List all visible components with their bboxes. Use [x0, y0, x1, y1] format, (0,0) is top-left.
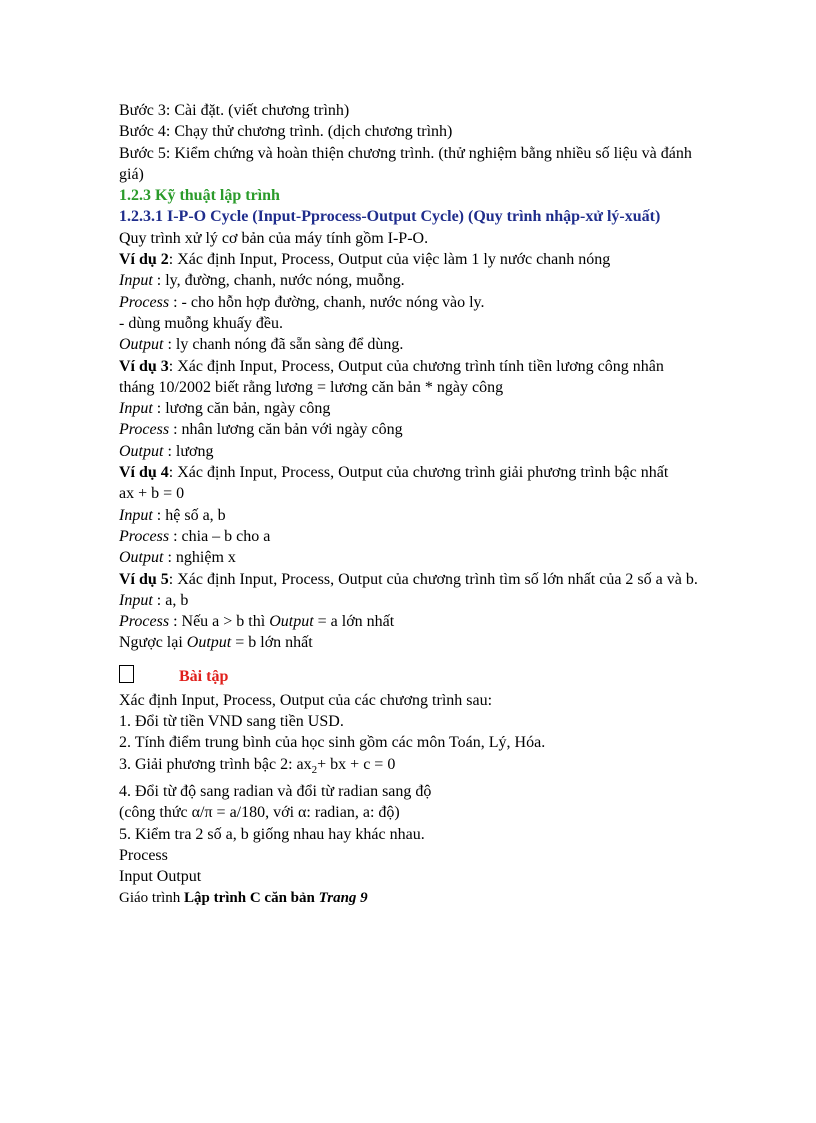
- example-4-input-value: hệ số a, b: [165, 506, 226, 524]
- example-2-process: Process : - cho hỗn hợp đường, chanh, nước nóng vào ly.: [119, 293, 485, 311]
- example-2-process-value: - cho hỗn hợp đường, chanh, nước nóng vào ly.: [181, 293, 485, 311]
- example-2-output-value: ly chanh nóng đã sẵn sàng để dùng.: [175, 336, 404, 354]
- exercise-item-4: 4. Đổi từ độ sang radian và đổi từ radian sang độ: [119, 783, 432, 801]
- example-3-input-value: lương căn bản, ngày công: [165, 400, 331, 418]
- example-2-text: : Xác định Input, Process, Output của việc làm 1 ly nước chanh nóng: [168, 251, 611, 269]
- output-label: Output: [269, 613, 314, 631]
- example-5-title: Ví dụ 5: [119, 570, 169, 588]
- process-label: Process: [119, 613, 170, 631]
- example-2-output: Output : ly chanh nóng đã sẵn sàng để dùng.: [119, 336, 404, 354]
- intro-text: Quy trình xử lý cơ bản của máy tính gồm I-P-O.: [119, 229, 429, 247]
- example-3-output: Output : lương: [119, 442, 214, 460]
- footer-book-title: Lập trình C căn bản: [184, 889, 315, 906]
- example-4-output-value: nghiệm x: [175, 549, 236, 567]
- example-2: [119, 249, 699, 270]
- example-2-process-2: - dùng muỗng khuấy đều.: [119, 314, 283, 332]
- footer-prefix: Giáo trình: [119, 889, 184, 906]
- input-label: Input: [119, 591, 153, 609]
- example-2-input: Input : ly, đường, chanh, nước nóng, muỗng.: [119, 272, 405, 290]
- example-3-process-value: nhân lương căn bản với ngày công: [181, 421, 403, 439]
- example-3-process: Process : nhân lương căn bản với ngày công: [119, 421, 403, 439]
- step-5: Bước 5: Kiểm chứng và hoàn thiện chương trình. (thử nghiệm bằng nhiều số liệu và đánh giá): [119, 144, 692, 183]
- footer-page-number: Trang 9: [318, 889, 368, 906]
- example-5-input-value: a, b: [165, 591, 189, 609]
- square-box-icon: [119, 665, 134, 683]
- example-2-title: Ví dụ 2: [119, 251, 169, 269]
- step-3: Bước 3: Cài đặt. (viết chương trình): [119, 102, 350, 119]
- process-label: Process: [119, 293, 170, 311]
- example-3-text: : Xác định Input, Process, Output của chương trình tính tiền lương công nhân: [168, 357, 664, 375]
- document-page: [119, 100, 699, 909]
- input-label: Input: [119, 272, 153, 290]
- output-label: Output: [186, 634, 232, 652]
- example-3-text-2: tháng 10/2002 biết rằng lương = lương căn bản * ngày công: [119, 378, 504, 396]
- output-label: Output: [119, 442, 164, 460]
- exercise-item-5: 5. Kiểm tra 2 số a, b giống nhau hay khác nhau.: [119, 825, 425, 843]
- exercise-item-1: 1. Đổi từ tiền VND sang tiền USD.: [119, 713, 344, 731]
- input-label: Input: [119, 400, 153, 418]
- page-footer: [119, 888, 699, 909]
- input-label: Input: [119, 506, 153, 524]
- exercise-intro: Xác định Input, Process, Output của các chương trình sau:: [119, 691, 493, 709]
- example-5-process: Process : Nếu a > b thì Output = a lớn nhất: [119, 613, 395, 631]
- process-label: Process: [119, 421, 170, 439]
- exercise-item-4-formula: (công thức α/π = a/180, với α: radian, a: độ): [119, 804, 400, 822]
- example-5-else: Ngược lại Output = b lớn nhất: [119, 634, 313, 652]
- output-label: Output: [119, 336, 164, 354]
- exercise-heading: [119, 664, 699, 690]
- stray-process-text: Process: [119, 846, 168, 864]
- example-4-process: Process : chia – b cho a: [119, 527, 271, 545]
- section-heading-1-2-3-1: 1.2.3.1 I-P-O Cycle (Input-Pprocess-Output Cycle) (Quy trình nhập-xử lý-xuất): [119, 208, 661, 226]
- stray-input-output-text: Input Output: [119, 868, 202, 886]
- example-4: [119, 462, 699, 483]
- example-3-input: Input : lương căn bản, ngày công: [119, 400, 331, 418]
- example-3: [119, 356, 699, 377]
- example-4-process-value: chia – b cho a: [181, 527, 271, 545]
- example-5-input: Input : a, b: [119, 591, 189, 609]
- exercise-item-3: 3. Giải phương trình bậc 2: $ax_2+$ bx + c = 0: [119, 755, 396, 776]
- example-3-title: Ví dụ 3: [119, 357, 169, 375]
- example-4-title: Ví dụ 4: [119, 464, 169, 482]
- example-4-output: Output : nghiệm x: [119, 549, 236, 567]
- exercise-item-2: 2. Tính điểm trung bình của học sinh gồm các môn Toán, Lý, Hóa.: [119, 734, 546, 752]
- example-5-text: : Xác định Input, Process, Output của chương trình tìm số lớn nhất của 2 số a và b.: [168, 570, 698, 588]
- section-heading-1-2-3: 1.2.3 Kỹ thuật lập trình: [119, 187, 280, 205]
- example-3-output-value: lương: [175, 442, 214, 460]
- example-4-text: : Xác định Input, Process, Output của chương trình giải phương trình bậc nhất: [168, 464, 669, 482]
- exercise-title: Bài tập: [179, 668, 229, 686]
- example-4-input: Input : hệ số a, b: [119, 506, 226, 524]
- example-4-equation: ax + b = 0: [119, 485, 185, 503]
- example-5: [119, 569, 699, 590]
- step-4: Bước 4: Chạy thử chương trình. (dịch chương trình): [119, 123, 453, 141]
- process-label: Process: [119, 527, 170, 545]
- example-2-input-value: ly, đường, chanh, nước nóng, muỗng.: [165, 272, 405, 290]
- output-label: Output: [119, 549, 164, 567]
